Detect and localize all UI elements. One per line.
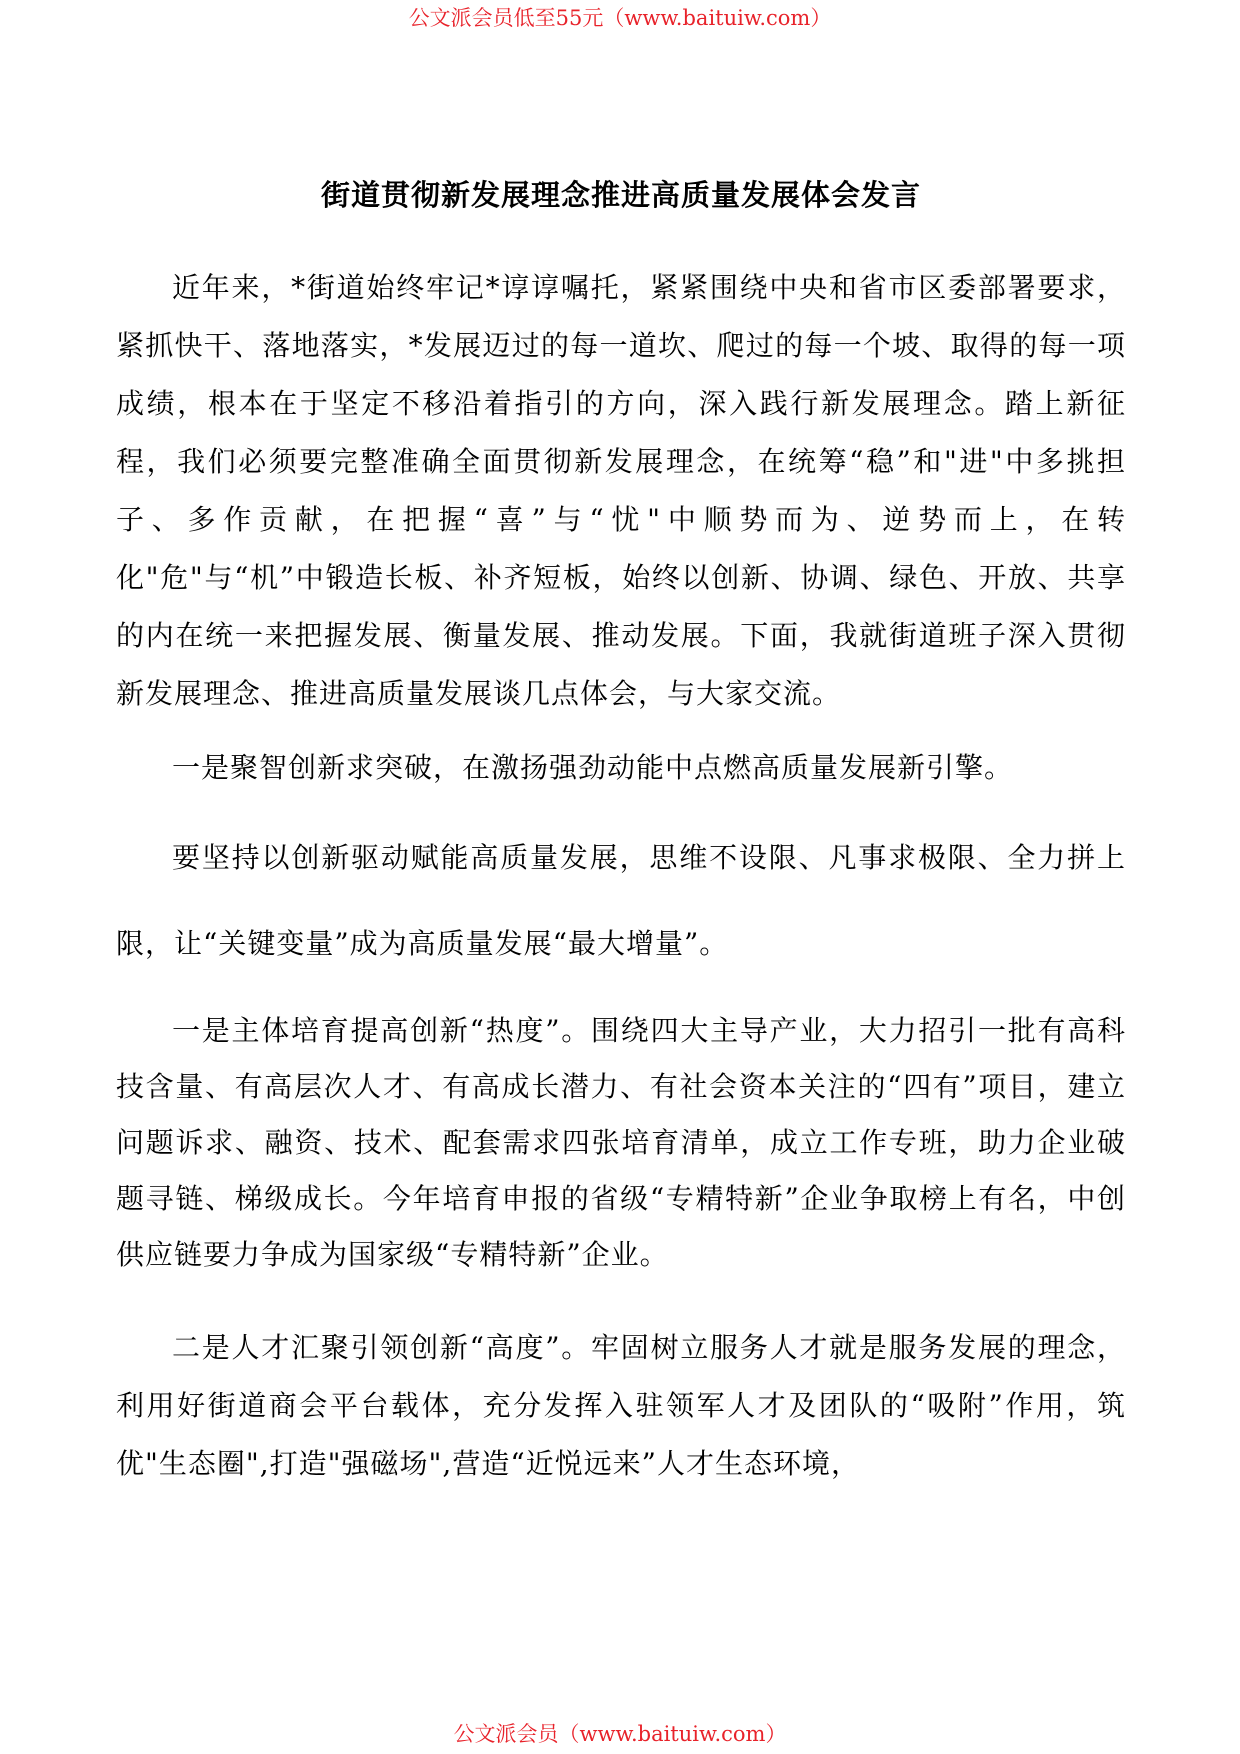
document-body [116,175,1126,1493]
paragraph-intro: 近年来，*街道始终牢记*谆谆嘱托，紧紧围绕中央和省市区委部署要求，紧抓快干、落地落实，*发展迈过的每一道坎、爬过的每一个坡、取得的每一项成绩，根本在于坚定不移沿着指引的方向，深入践行新发展理念。踏上新征程，我们必须要完整准确全面贯彻新发展理念，在统筹“稳”和"进"中多挑担子、多作贡献，在把握“喜”与“忧"中顺势而为、逆势而上，在转化"危"与“机”中锻造长板、补齐短板，始终以创新、协调、绿色、开放、共享的内在统一来把握发展、衡量发展、推动发展。下面，我就街道班子深入贯彻新发展理念、推进高质量发展谈几点体会，与大家交流。 [116,271,1126,710]
paragraph-section-heading: 一是聚智创新求突破，在激扬强劲动能中点燃高质量发展新引擎。 [172,751,1014,784]
footer-watermark-banner: 公文派会员（www.baituiw.com） [453,1722,787,1746]
paragraph-point-one: 一是主体培育提高创新“热度”。围绕四大主导产业，大力招引一批有高科技含量、有高层次人才、有高成长潜力、有社会资本关注的“四有”项目，建立问题诉求、融资、技术、配套需求四张培育清单，成立工作专班，助力企业破题寻链、梯级成长。今年培育申报的省级“专精特新”企业争取榜上有名，中创供应链要力争成为国家级“专精特新”企业。 [116,1014,1126,1271]
header-watermark-banner: 公文派会员低至55元（www.baituiw.com） [408,6,832,30]
paragraph-point-two: 二是人才汇聚引领创新“高度”。牢固树立服务人才就是服务发展的理念，利用好街道商会平台载体，充分发挥入驻领军人才及团队的“吸附”作用，筑优"生态圈",打造"强磁场",营造“近悦远来”人才生态环境， [116,1331,1126,1480]
document-title: 街道贯彻新发展理念推进高质量发展体会发言 [320,178,921,212]
paragraph-section-lead: 要坚持以创新驱动赋能高质量发展，思维不设限、凡事求极限、全力拼上限，让“关键变量”成为高质量发展“最大增量”。 [116,841,1126,960]
